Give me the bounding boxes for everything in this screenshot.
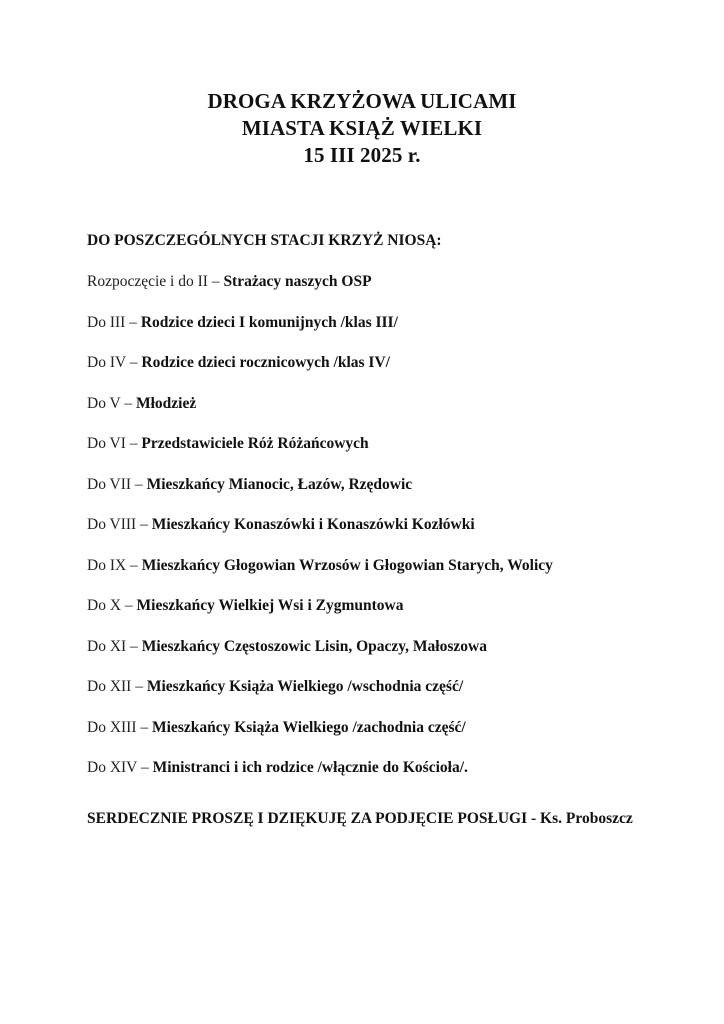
station-item — [87, 675, 553, 716]
station-prefix: Do III – — [87, 313, 141, 331]
station-item — [87, 351, 553, 392]
station-item — [87, 554, 553, 595]
station-prefix: Do V – — [87, 394, 136, 412]
station-prefix: Rozpoczęcie i do II – — [87, 273, 224, 290]
station-item — [87, 635, 553, 676]
station-prefix: Do XIV – — [87, 759, 153, 776]
station-item — [87, 432, 553, 473]
station-bearer: Mieszkańcy Wielkiej Wsi i Zygmuntowa — [136, 597, 404, 614]
station-bearer: Strażacy naszych OSP — [223, 273, 372, 290]
station-bearer: Mieszkańcy Mianocic, Łazów, Rzędowic — [146, 475, 413, 493]
station-prefix: Do XI – — [87, 637, 142, 655]
station-item — [87, 716, 553, 757]
station-item — [87, 473, 553, 514]
station-bearer: Rodzice dzieci I komunijnych /klas III/ — [140, 313, 398, 331]
station-prefix: Do VIII – — [87, 516, 152, 533]
station-item — [87, 594, 553, 635]
title-line: MIASTA KSIĄŻ WIELKI — [241, 116, 483, 140]
station-bearer: Mieszkańcy Konaszówki i Konaszówki Kozłówki — [151, 516, 475, 533]
station-bearer: Mieszkańcy Częstoszowic Lisin, Opaczy, Małoszowa — [141, 637, 487, 655]
title-date: 15 III 2025 r. — [303, 143, 421, 167]
station-bearer: Młodzież — [135, 394, 197, 412]
document-title — [0, 88, 724, 169]
station-prefix: Do VI – — [87, 435, 142, 452]
station-prefix: Do XII – — [87, 678, 147, 695]
station-bearer: Mieszkańcy Książa Wielkiego /zachodnia część/ — [152, 718, 466, 736]
station-bearer: Przedstawiciele Róż Różańcowych — [141, 435, 369, 452]
station-item — [87, 311, 553, 352]
station-bearer: Mieszkańcy Głogowian Wrzosów i Głogowian Starych, Wolicy — [141, 556, 553, 574]
title-line: DROGA KRZYŻOWA ULICAMI — [207, 89, 517, 113]
station-prefix: Do IX – — [87, 556, 142, 574]
station-prefix: Do X – — [87, 597, 137, 614]
station-prefix: Do VII – — [87, 475, 147, 493]
closing-note: SERDECZNIE PROSZĘ I DZIĘKUJĘ ZA PODJĘCIE POSŁUGI - Ks. Proboszcz — [87, 810, 633, 827]
station-list — [87, 270, 553, 797]
station-bearer: Ministranci i ich rodzice /włącznie do Kościoła/. — [152, 759, 468, 776]
station-item — [87, 756, 553, 797]
station-bearer: Mieszkańcy Książa Wielkiego /wschodnia część/ — [146, 678, 464, 695]
station-item — [87, 270, 553, 311]
station-bearer: Rodzice dzieci rocznicowych /klas IV/ — [141, 354, 390, 371]
section-heading: DO POSZCZEGÓLNYCH STACJI KRZYŻ NIOSĄ: — [87, 232, 442, 249]
station-prefix: Do XIII – — [87, 718, 152, 736]
station-item — [87, 392, 553, 433]
station-prefix: Do IV – — [87, 354, 142, 371]
station-item — [87, 513, 553, 554]
